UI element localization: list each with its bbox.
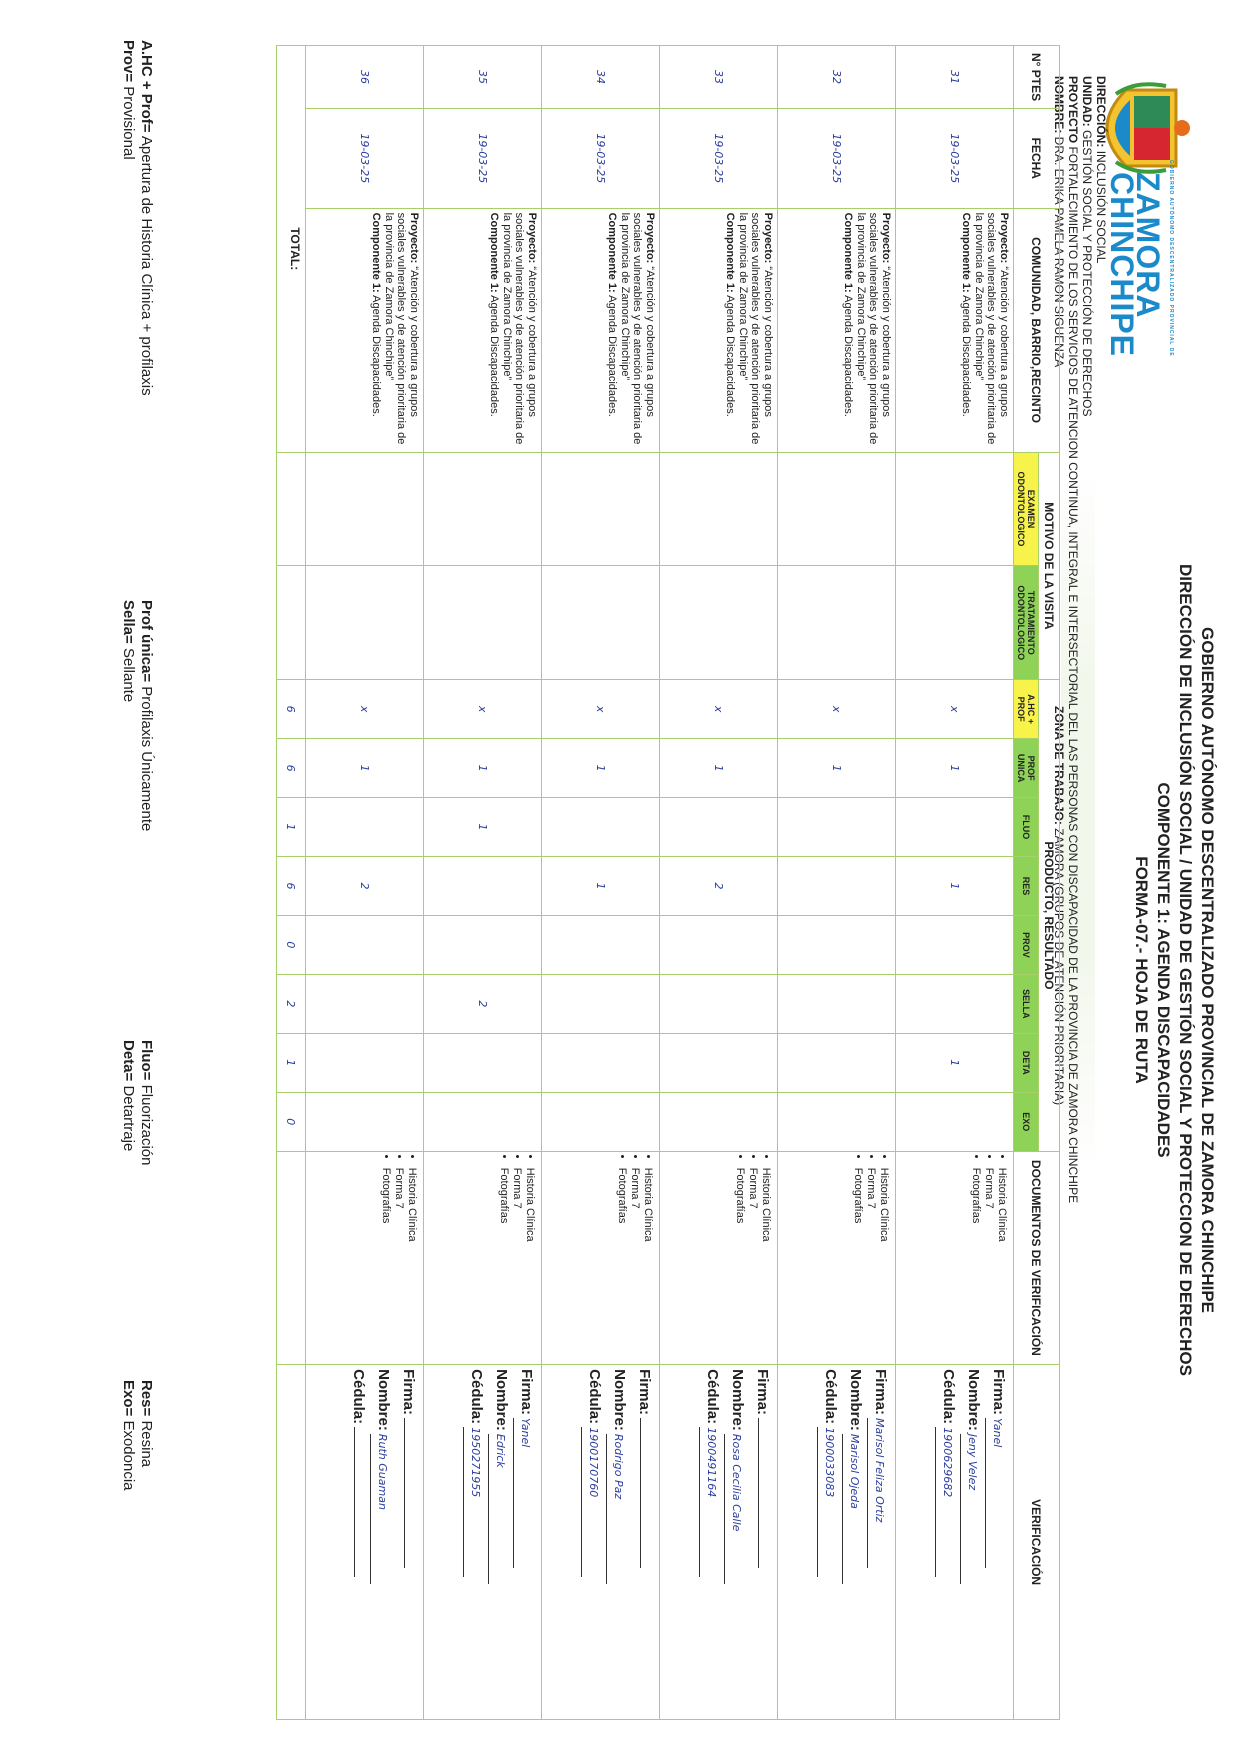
component-text: Agenda Discapacidades. [370,295,383,417]
res-cell: 1 [896,857,1014,916]
total-prof: 6 [277,739,306,798]
doc-item: • Forma 7 [628,1168,641,1360]
brand-chinchipe: CHINCHIPE [1104,172,1140,358]
route-sheet-table [276,45,1060,1720]
doc-item: • Forma 7 [746,1168,759,1360]
patient-number: 36 [306,46,424,109]
nombre-value: Jeny Velez [960,1434,984,1584]
total-documentos [277,1151,306,1364]
cedula-value: 1950271955 [463,1427,487,1577]
col-header-verificacion: VERIFICACIÓN [1014,1365,1060,1720]
project-label: Proyecto: [880,212,892,264]
cedula-value [354,1427,355,1577]
ahc-cell: x [306,680,424,739]
doc-item: • Fotografías [615,1168,628,1360]
legend-sella-key: Sella= [120,600,137,644]
res-cell: 2 [306,857,424,916]
component-label: Componente 1: [488,212,501,293]
fluo-cell [896,798,1014,857]
project-text: “Atención y cobertura a grupos sociales vulnerables y de atención prioritaria de la provincia de Zamora Chinchipe” [973,212,1010,445]
cedula-label: Cédula: [586,1369,603,1425]
patient-rows [306,46,1014,1720]
legend-deta-val: Detartraje [120,1085,137,1152]
table-row [542,46,660,1720]
component-text: Agenda Discapacidades. [960,295,973,417]
prof-cell: 1 [660,739,778,798]
table-row [778,46,896,1720]
sub-res: RES [1014,857,1039,916]
deta-cell [660,1033,778,1092]
component-text: Agenda Discapacidades. [842,295,855,417]
verification-cell [306,1365,424,1720]
firma-label: Firma: [400,1369,417,1415]
verification-cell [896,1365,1014,1720]
deta-cell [778,1033,896,1092]
brand-caption: GOBIERNO AUTÓNOMO DESCENTRALIZADO PROVINCIAL DE [1168,160,1174,357]
sella-cell [660,974,778,1033]
nombre-label: Nombre: [375,1369,392,1431]
documents-cell [306,1151,424,1364]
verification-cell [660,1365,778,1720]
firma-value: Marisol Feliza Ortiz [867,1418,891,1568]
tratamiento-cell [896,566,1014,680]
cedula-value: 1900170760 [581,1427,605,1577]
col-header-documentos: DOCUMENTOS DE VERIFICACIÓN [1014,1151,1060,1364]
legend-ahc-key: A.HC + Prof= [138,40,155,133]
project-text: “Atención y cobertura a grupos sociales vulnerables y de atención prioritaria de la provincia de Zamora Chinchipe” [737,212,774,445]
total-verificacion [277,1365,306,1720]
col-header-motivo: MOTIVO DE LA VISITA [1039,452,1060,680]
nombre-label: Nombre: [611,1369,628,1431]
ahc-cell: x [542,680,660,739]
table-row [896,46,1014,1720]
prov-cell [424,915,542,974]
doc-item: • Fotografías [969,1168,982,1360]
doc-item: • Forma 7 [510,1168,523,1360]
total-label: TOTAL: [277,46,306,453]
exo-cell [896,1092,1014,1151]
firma-label: Firma: [754,1369,771,1415]
doc-item: • Forma 7 [864,1168,877,1360]
brand-zamora: ZAMORA [1130,172,1166,319]
document-metadata [1052,76,1108,1576]
cedula-label: Cédula: [350,1369,367,1425]
sub-prov: PROV [1014,915,1039,974]
exo-cell [424,1092,542,1151]
proyecto-value: FORTALECIMIENTO DE LOS SERVICIOS DE ATENCION CONTINUA, INTEGRAL E INTERSECTORIAL DEL LAS PERSONAS CON DISCAPACIDAD DE LA PROVINCIA DE ZAMORA CHINCHIPE [1066,146,1080,1204]
doc-item: • Historia Clínica [641,1168,654,1360]
nombre-label: Nombre: [729,1369,746,1431]
legend-prov-val: Provisional [120,86,137,160]
tratamiento-cell [424,566,542,680]
exo-cell [778,1092,896,1151]
doc-item: • Fotografías [851,1168,864,1360]
legend-col-4 [119,1380,155,1491]
firma-value: Yanel [985,1418,1009,1568]
total-row [277,46,306,1720]
sub-tratamiento: TRATAMIENTO ODONTOLOGICO [1014,566,1039,680]
doc-item: • Forma 7 [392,1168,405,1360]
total-tratamiento [277,566,306,680]
patient-number: 35 [424,46,542,109]
prov-cell [542,915,660,974]
prof-cell: 1 [778,739,896,798]
ahc-cell: x [660,680,778,739]
legend-prof-val: Profilaxis Únicamente [138,686,155,832]
legend-res-key: Res= [138,1380,155,1417]
examen-cell [424,452,542,566]
res-cell: 1 [542,857,660,916]
legend-deta-key: Deta= [120,1040,137,1082]
community-cell [542,208,660,452]
visit-date: 19-03-25 [424,109,542,209]
total-ahc: 6 [277,680,306,739]
col-header-nro: N° PTES [1014,46,1060,109]
res-cell: 2 [660,857,778,916]
ahc-cell: x [778,680,896,739]
nombre-value: Edrick [488,1434,512,1584]
title-line-2: DIRECCIÓN DE INCLUSIÓN SOCIAL / UNIDAD DE GESTIÓN SOCIAL Y PROTECCION DE DERECHOS [1176,564,1195,1376]
examen-cell [306,452,424,566]
sub-examen: EXAMEN ODONTOLOGICO [1014,452,1039,566]
community-cell [896,208,1014,452]
nombre-label: Nombre: [965,1369,982,1431]
component-label: Componente 1: [842,212,855,293]
title-line-1: GOBIERNO AUTÓNOMO DESCENTRALIZADO PROVINCIAL DE ZAMORA CHINCHIPE [1198,627,1217,1313]
doc-item: • Fotografías [497,1168,510,1360]
table-row [424,46,542,1720]
header-row-1 [1039,46,1060,1720]
legend-exo-key: Exo= [120,1380,137,1417]
res-cell [778,857,896,916]
total-res: 6 [277,857,306,916]
project-label: Proyecto: [408,212,420,264]
fluo-cell [778,798,896,857]
project-text: “Atención y cobertura a grupos sociales vulnerables y de atención prioritaria de la provincia de Zamora Chinchipe” [501,212,538,445]
zona-value: ZAMORA (GRUPOS DE ATENCIÓN PRIORITARIA) [1052,828,1066,1106]
nombre-value: Marisol Ojeda [842,1434,866,1584]
doc-item: • Historia Clínica [877,1168,890,1360]
document-titles [1130,520,1218,1420]
cedula-value: 1900033083 [817,1427,841,1577]
patient-number: 31 [896,46,1014,109]
project-text: “Atención y cobertura a grupos sociales vulnerables y de atención prioritaria de la provincia de Zamora Chinchipe” [383,212,420,445]
legend-sella-val: Sellante [120,647,137,703]
visit-date: 19-03-25 [896,109,1014,209]
cedula-label: Cédula: [468,1369,485,1425]
examen-cell [778,452,896,566]
fluo-cell [542,798,660,857]
component-text: Agenda Discapacidades. [488,295,501,417]
sub-sella: SELLA [1014,974,1039,1033]
firma-label: Firma: [636,1369,653,1415]
total-fluo: 1 [277,798,306,857]
documents-cell [778,1151,896,1364]
cedula-label: Cédula: [940,1369,957,1425]
total-examen [277,452,306,566]
total-sella: 2 [277,974,306,1033]
prof-cell: 1 [896,739,1014,798]
legend-exo-val: Exodoncia [120,1420,137,1491]
fluo-cell [660,798,778,857]
component-text: Agenda Discapacidades. [606,295,619,417]
deta-cell: 1 [896,1033,1014,1092]
ahc-cell: x [424,680,542,739]
direccion-label: DIRECCIÓN: [1094,76,1108,148]
examen-cell [660,452,778,566]
prov-cell [660,915,778,974]
deta-cell [306,1033,424,1092]
col-header-producto: PRODUCTO, RESULTADO [1039,680,1060,1152]
prof-cell: 1 [542,739,660,798]
doc-item: • Forma 7 [982,1168,995,1360]
table-row [306,46,424,1720]
ahc-cell: x [896,680,1014,739]
doc-item: • Historia Clínica [995,1168,1008,1360]
legend-col-2 [119,600,155,831]
legend-fluo-val: Fluorización [138,1084,155,1166]
patient-number: 34 [542,46,660,109]
cedula-label: Cédula: [822,1369,839,1425]
sella-cell [306,974,424,1033]
legend-res-val: Resina [138,1420,155,1468]
proyecto-label: PROYECTO [1066,76,1080,144]
visit-date: 19-03-25 [306,109,424,209]
cedula-label: Cédula: [704,1369,721,1425]
doc-item: • Historia Clínica [759,1168,772,1360]
nombre-value: Ruth Guaman [370,1434,394,1584]
documents-cell [424,1151,542,1364]
exo-cell [306,1092,424,1151]
visit-date: 19-03-25 [660,109,778,209]
total-exo: 0 [277,1092,306,1151]
sella-cell [778,974,896,1033]
deta-cell [424,1033,542,1092]
firma-value [758,1418,759,1568]
zona-label: ZONA DE TRABAJO: [1052,706,1066,825]
component-label: Componente 1: [724,212,737,293]
tratamiento-cell [778,566,896,680]
prov-cell [896,915,1014,974]
fluo-cell [306,798,424,857]
doc-item: • Historia Clínica [405,1168,418,1360]
community-cell [778,208,896,452]
firma-label: Firma: [990,1369,1007,1415]
firma-value: Yanel [513,1418,537,1568]
project-text: “Atención y cobertura a grupos sociales vulnerables y de atención prioritaria de la provincia de Zamora Chinchipe” [855,212,892,445]
project-label: Proyecto: [998,212,1010,264]
legend-ahc-val: Apertura de Historia Clínica + profilaxis [138,135,155,396]
community-cell [306,208,424,452]
legend-prof-key: Prof única= [138,600,155,683]
total-prov: 0 [277,915,306,974]
direccion-value: INCLUSIÓN SOCIAL [1094,150,1108,264]
tratamiento-cell [542,566,660,680]
firma-value [640,1418,641,1568]
verification-cell [542,1365,660,1720]
component-label: Componente 1: [370,212,383,293]
legend-col-1 [119,40,155,396]
prof-cell: 1 [424,739,542,798]
community-cell [424,208,542,452]
unidad-value: GESTIÓN SOCIAL Y PROTECCIÓN DE DERECHOS [1080,130,1094,417]
community-cell [660,208,778,452]
prov-cell [778,915,896,974]
component-label: Componente 1: [606,212,619,293]
doc-item: • Fotografías [733,1168,746,1360]
sella-cell: 2 [424,974,542,1033]
title-line-4: FORMA-07.- HOJA DE RUTA [1132,856,1151,1084]
col-header-fecha: FECHA [1014,109,1060,209]
doc-item: • Fotografías [379,1168,392,1360]
doc-item: • Historia Clínica [523,1168,536,1360]
sub-prof: PROF UNICA [1014,739,1039,798]
verification-cell [424,1365,542,1720]
project-label: Proyecto: [762,212,774,264]
exo-cell [542,1092,660,1151]
firma-label: Firma: [872,1369,889,1415]
res-cell [424,857,542,916]
patient-number: 32 [778,46,896,109]
legend-col-3 [119,1040,155,1165]
project-label: Proyecto: [644,212,656,264]
project-label: Proyecto: [526,212,538,264]
nombre-label: Nombre: [493,1369,510,1431]
documents-cell [896,1151,1014,1364]
nombre-label: Nombre: [847,1369,864,1431]
tratamiento-cell [660,566,778,680]
patient-number: 33 [660,46,778,109]
sella-cell [542,974,660,1033]
total-deta: 1 [277,1033,306,1092]
visit-date: 19-03-25 [542,109,660,209]
nombre-value: Rosa Cecilia Calle [724,1434,748,1584]
table-row [660,46,778,1720]
col-header-comunidad: COMUNIDAD, BARRIO,RECINTO [1014,208,1060,452]
cedula-value: 1900491164 [699,1427,723,1577]
deta-cell [542,1033,660,1092]
legend-prov-key: Prov= [120,40,137,83]
visit-date: 19-03-25 [778,109,896,209]
documents-cell [660,1151,778,1364]
tratamiento-cell [306,566,424,680]
examen-cell [896,452,1014,566]
unidad-label: UNIDAD: [1080,76,1094,127]
nombre-value: Rodrigo Paz [606,1434,630,1584]
firma-label: Firma: [518,1369,535,1415]
legend-fluo-key: Fluo= [138,1040,155,1081]
verification-cell [778,1365,896,1720]
fluo-cell: 1 [424,798,542,857]
component-text: Agenda Discapacidades. [724,295,737,417]
sella-cell [896,974,1014,1033]
sub-fluo: FLUO [1014,798,1039,857]
firma-value [404,1418,405,1568]
examen-cell [542,452,660,566]
component-label: Componente 1: [960,212,973,293]
sub-ahc: A.HC + PROF [1014,680,1039,739]
nombre-value: DRA. ERIKA PAMELA RAMON SIGUENZA [1052,136,1066,368]
exo-cell [660,1092,778,1151]
prov-cell [306,915,424,974]
documents-cell [542,1151,660,1364]
nombre-label: NOMBRE: [1052,76,1066,134]
sub-exo: EXO [1014,1092,1039,1151]
project-text: “Atención y cobertura a grupos sociales vulnerables y de atención prioritaria de la provincia de Zamora Chinchipe” [619,212,656,445]
sub-deta: DETA [1014,1033,1039,1092]
cedula-value: 1900629682 [935,1427,959,1577]
title-line-3: COMPONENTE 1: AGENDA DISCAPACIDADES [1154,782,1173,1158]
prof-cell: 1 [306,739,424,798]
